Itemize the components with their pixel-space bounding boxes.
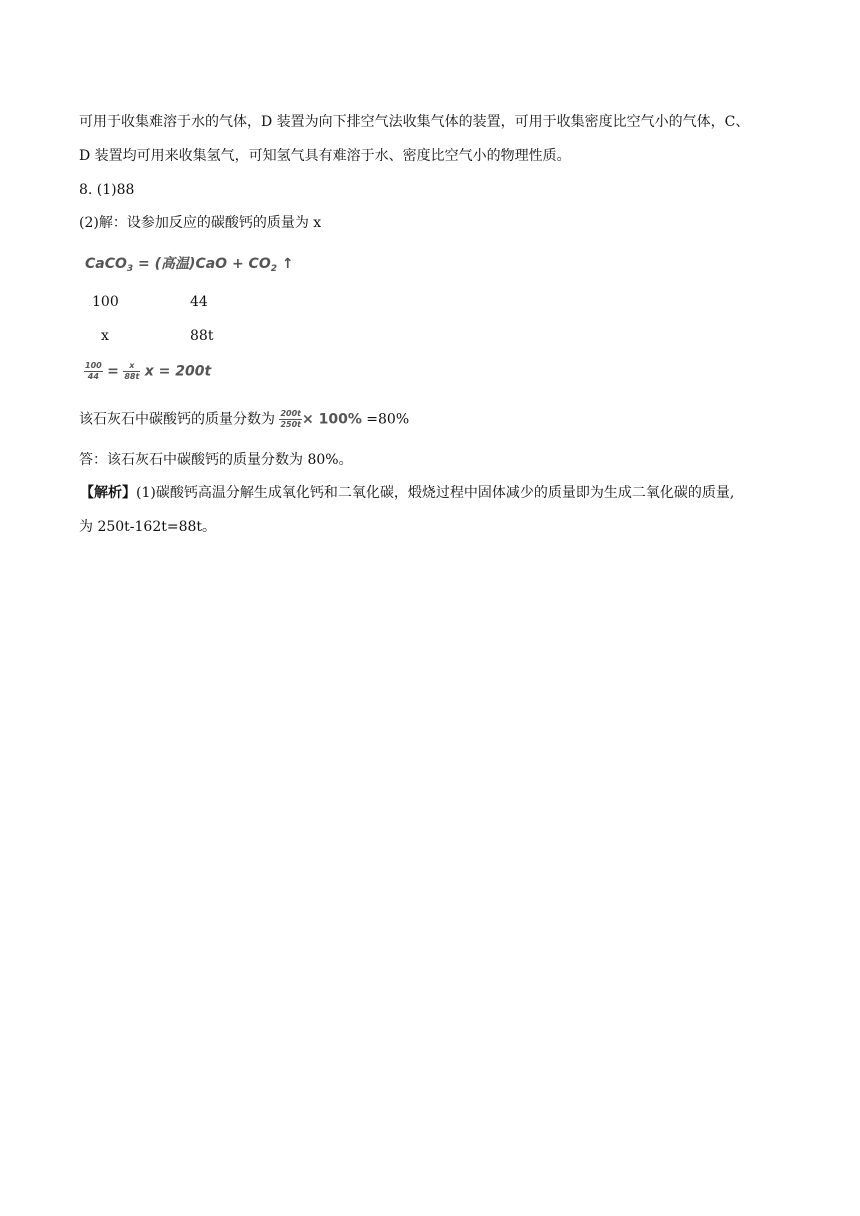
analysis-line-2: 为 250t-162t=88t。: [79, 519, 217, 535]
fraction-100-44: [84, 361, 103, 382]
mass-fraction-line: [79, 409, 409, 430]
fraction-denominator: 44: [87, 372, 99, 381]
equation-product-subscript: 2: [270, 264, 277, 274]
ratio-row2-right: 88t: [190, 328, 214, 344]
fraction-numerator: x: [123, 361, 140, 372]
proportion-result: x = 200t: [144, 363, 212, 380]
analysis-line-1: [80, 483, 734, 503]
proportion-equation: [84, 361, 211, 382]
fraction-numerator: 100: [85, 361, 102, 370]
fraction-numerator: 200t: [280, 409, 301, 418]
fraction-x-88t: [123, 361, 140, 382]
equation-reactant: CaCO: [85, 256, 127, 272]
equals-sign: =: [107, 363, 119, 380]
analysis-text-1: (1)碳酸钙高温分解生成氧化钙和二氧化碳，煅烧过程中固体减少的质量即为生成二氧化碳的质量,: [136, 485, 735, 501]
equation-reactant-subscript: 3: [126, 264, 134, 274]
q8-part1: 8. (1)88: [79, 182, 135, 198]
times-percent: × 100%: [301, 411, 362, 428]
paragraph-line-1: 可用于收集难溶于水的气体，D 装置为向下排空气法收集气体的装置，可用于收集密度比空气小的气体，C、: [79, 114, 750, 130]
chemical-equation: [85, 253, 294, 274]
ratio-row1-left: 100: [92, 294, 119, 310]
answer-line: 答：该石灰石中碳酸钙的质量分数为 80%。: [79, 452, 353, 468]
q8-part2: (2)解：设参加反应的碳酸钙的质量为 x: [79, 215, 322, 231]
ratio-row1-right: 44: [190, 294, 208, 310]
analysis-label: 【解析】: [80, 485, 136, 501]
fraction-200t-250t: [279, 409, 302, 430]
paragraph-line-2: D 装置均可用来收集氢气，可知氢气具有难溶于水、密度比空气小的物理性质。: [79, 148, 571, 164]
fraction-denominator: 88t: [124, 372, 140, 381]
mass-fraction-prefix: 该石灰石中碳酸钙的质量分数为: [79, 411, 275, 428]
ratio-row2-left: x: [101, 328, 109, 344]
gas-arrow: ↑: [277, 256, 294, 272]
fraction-denominator: 250t: [280, 420, 301, 429]
mass-fraction-result: =80%: [366, 411, 410, 428]
equation-middle: = (高温)CaO + CO: [133, 256, 271, 272]
